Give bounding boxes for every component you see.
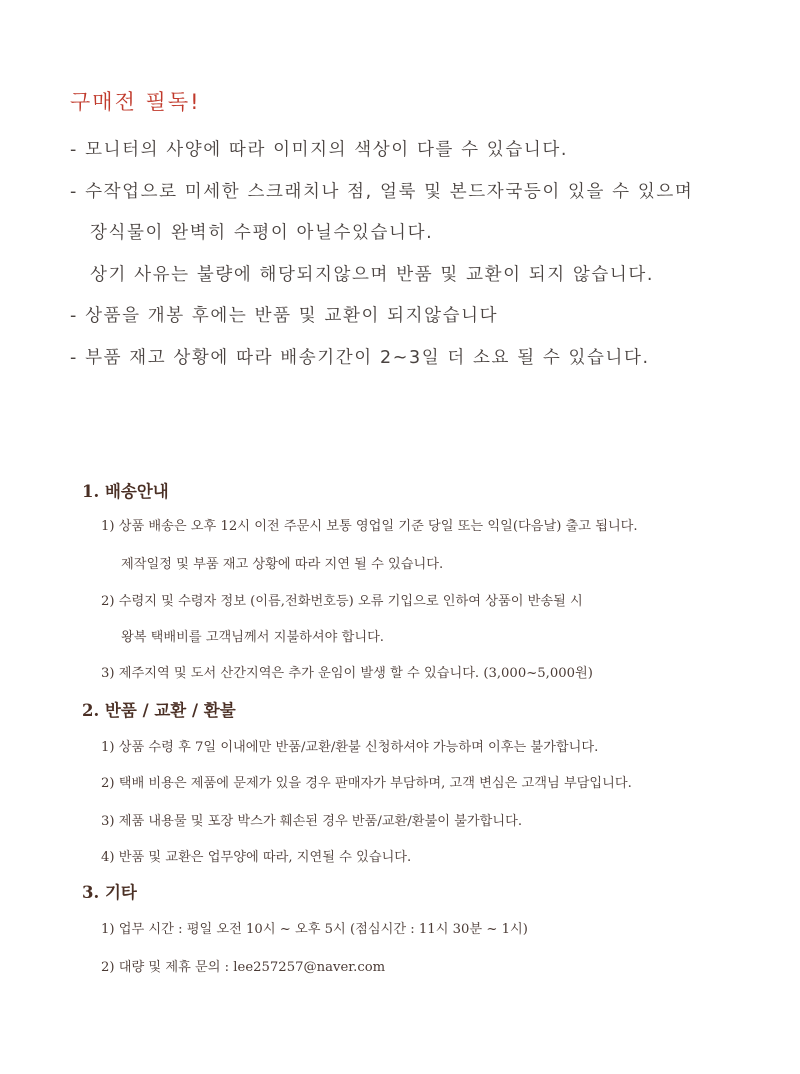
shipping-item-1-cont: 제작일정 및 부품 재고 상황에 따라 지연 될 수 있습니다. bbox=[121, 557, 444, 572]
notice-line-handmade: - 수작업으로 미세한 스크래치나 점, 얼룩 및 본드자국등이 있을 수 있으며 bbox=[70, 182, 694, 202]
section-title-shipping: 1. 배송안내 bbox=[82, 482, 169, 501]
returns-item-2: 2) 택배 비용은 제품에 문제가 있을 경우 판매자가 부담하며, 고객 변심은 고객님 부담입니다. bbox=[101, 776, 632, 791]
shipping-item-2-cont: 왕복 택배비를 고객님께서 지불하셔야 합니다. bbox=[121, 630, 385, 645]
shipping-item-3: 3) 제주지역 및 도서 산간지역은 추가 운임이 발생 할 수 있습니다. (3,000~5,000원) bbox=[101, 666, 593, 681]
returns-item-1: 1) 상품 수령 후 7일 이내에만 반품/교환/환불 신청하셔야 가능하며 이후는 불가합니다. bbox=[101, 740, 599, 755]
returns-item-4: 4) 반품 및 교환은 업무양에 따라, 지연될 수 있습니다. bbox=[101, 850, 412, 865]
etc-item-hours: 1) 업무 시간 : 평일 오전 10시 ~ 오후 5시 (점심시간 : 11시 30분 ~ 1시) bbox=[101, 922, 528, 937]
returns-item-3: 3) 제품 내용물 및 포장 박스가 훼손된 경우 반품/교환/환불이 불가합니다. bbox=[101, 814, 523, 829]
notice-line-ornament: 장식물이 완벽히 수평이 아닐수있습니다. bbox=[90, 223, 434, 243]
section-title-etc: 3. 기타 bbox=[82, 883, 137, 902]
notice-title: 구매전 필독! bbox=[70, 90, 201, 114]
shipping-item-1: 1) 상품 배송은 오후 12시 이전 주문시 보통 영업일 기준 당일 또는 익일(다음날) 출고 됩니다. bbox=[101, 519, 638, 534]
notice-line-opened: - 상품을 개봉 후에는 반품 및 교환이 되지않습니다 bbox=[70, 306, 499, 326]
notice-line-monitor: - 모니터의 사양에 따라 이미지의 색상이 다를 수 있습니다. bbox=[70, 140, 568, 160]
notice-line-parts-delay: - 부품 재고 상황에 따라 배송기간이 2~3일 더 소요 될 수 있습니다. bbox=[70, 348, 650, 368]
shipping-item-2: 2) 수령지 및 수령자 정보 (이름,전화번호등) 오류 기입으로 인하여 상품이 반송될 시 bbox=[101, 594, 583, 609]
section-title-returns: 2. 반품 / 교환 / 환불 bbox=[82, 701, 236, 720]
etc-item-contact: 2) 대량 및 제휴 문의 : lee257257@naver.com bbox=[101, 960, 386, 975]
notice-line-no-return: 상기 사유는 불량에 해당되지않으며 반품 및 교환이 되지 않습니다. bbox=[90, 265, 655, 285]
